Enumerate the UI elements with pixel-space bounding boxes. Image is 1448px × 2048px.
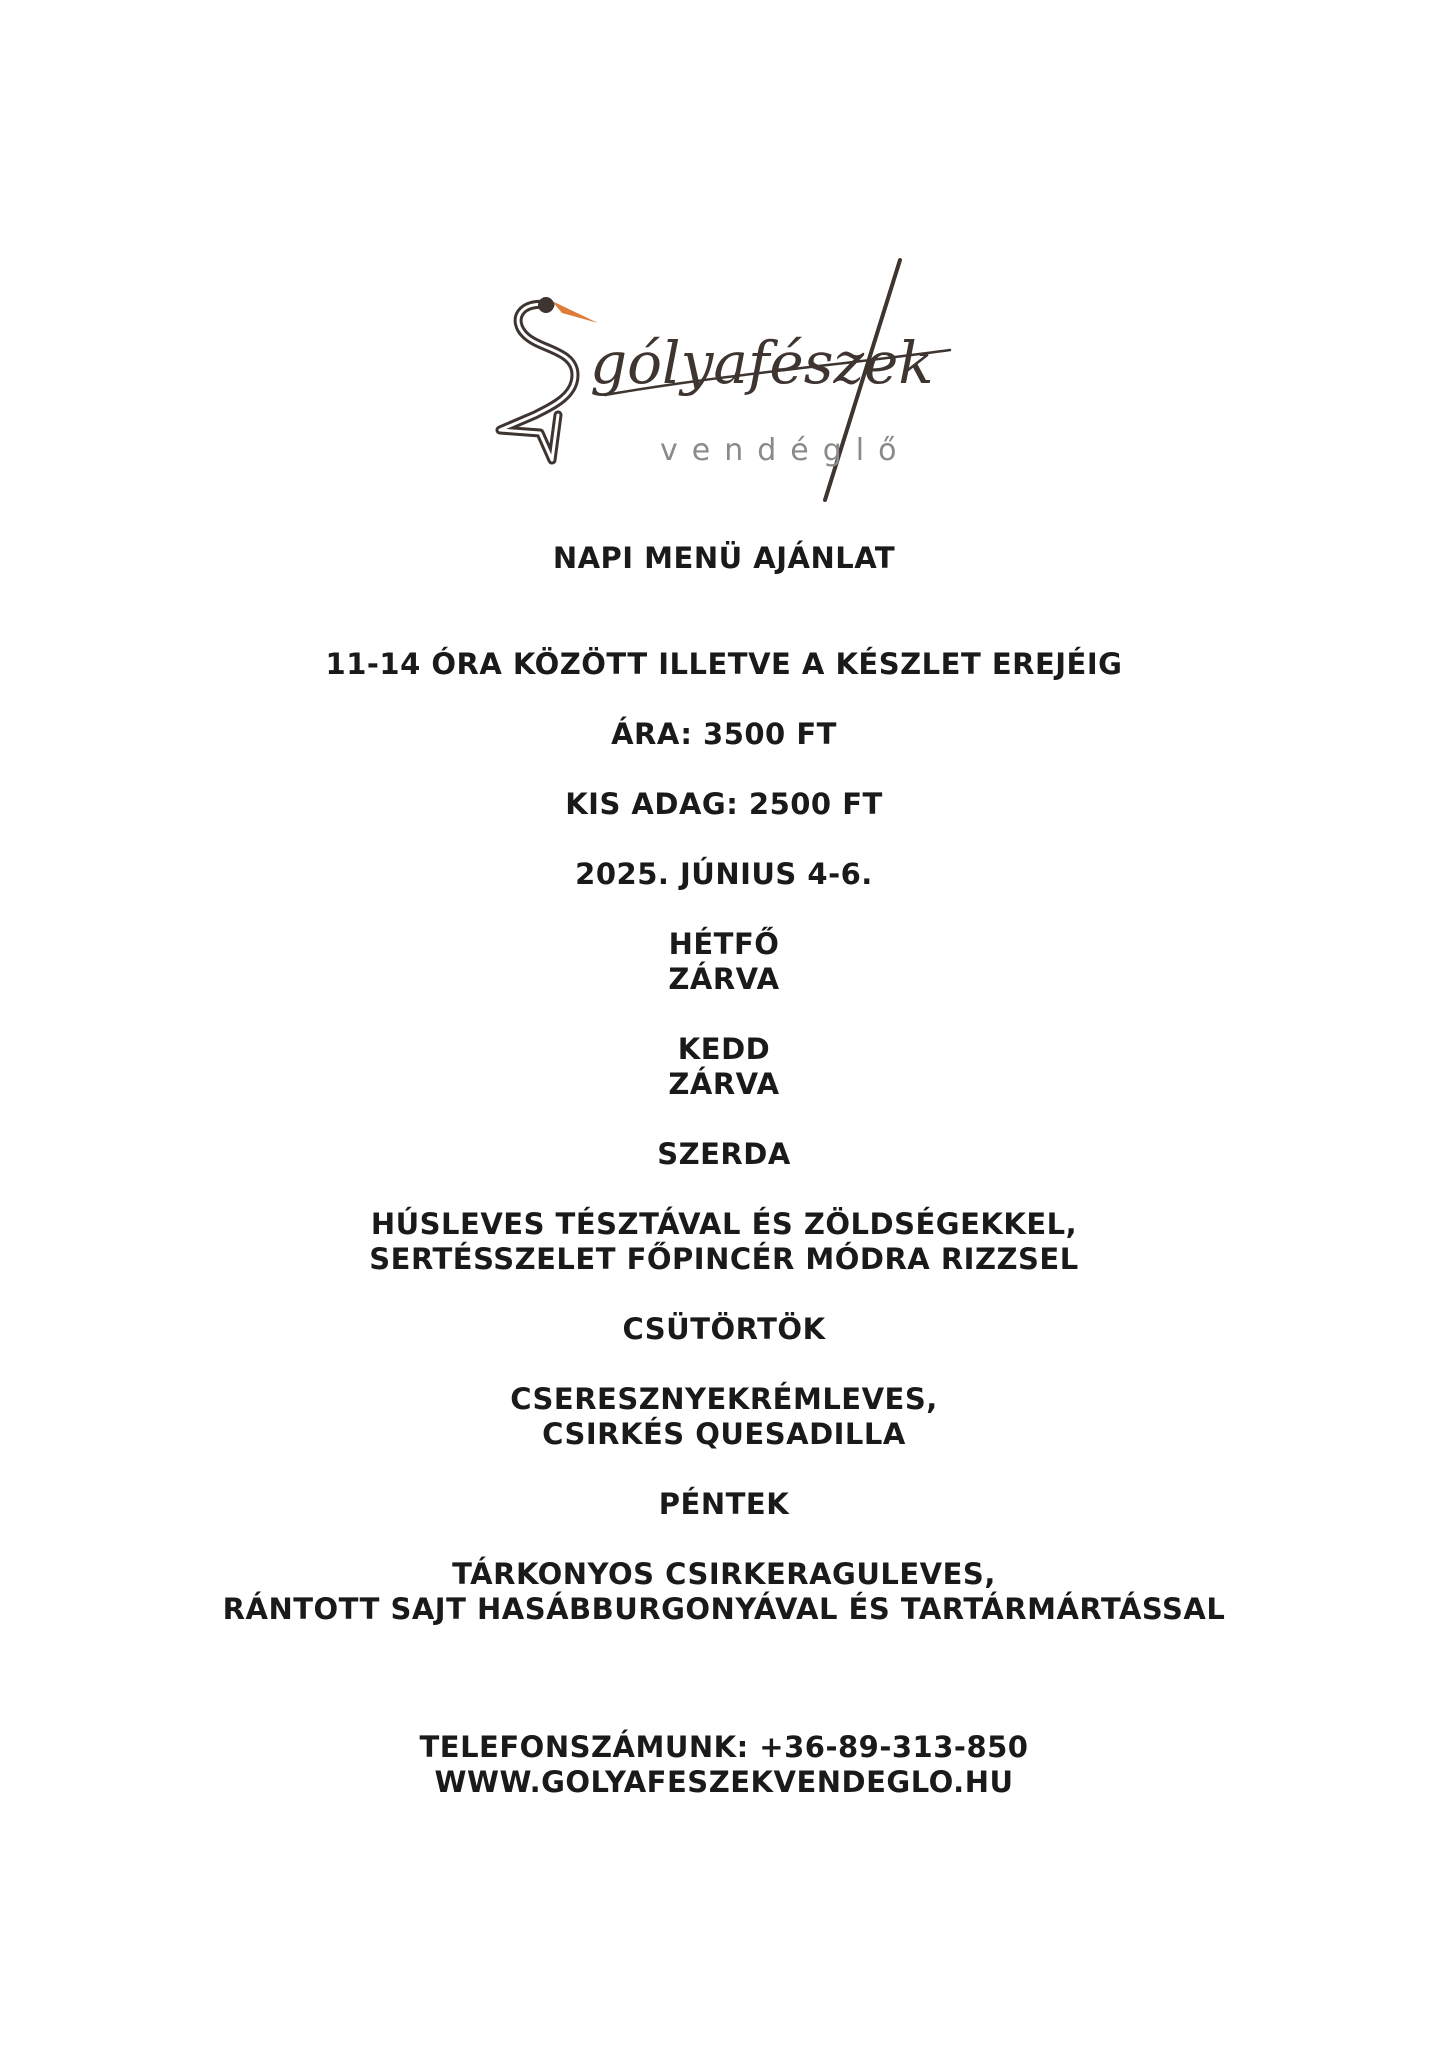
day-friday-dish-2: RÁNTOTT SAJT HASÁBBURGONYÁVAL ÉS TARTÁRMÁRTÁSSAL bbox=[222, 1592, 1226, 1626]
day-thursday-dish-2: CSIRKÉS QUESADILLA bbox=[542, 1417, 906, 1451]
day-friday-dish-1: TÁRKONYOS CSIRKERAGULEVES, bbox=[452, 1557, 996, 1591]
day-tuesday: KEDD bbox=[677, 1032, 771, 1066]
day-monday-dish: ZÁRVA bbox=[668, 962, 780, 996]
day-wednesday-dish-2: SERTÉSSZELET FŐPINCÉR MÓDRA RIZZSEL bbox=[369, 1242, 1079, 1276]
day-wednesday: SZERDA bbox=[657, 1137, 791, 1171]
day-thursday: CSÜTÖRTÖK bbox=[622, 1312, 826, 1346]
day-wednesday-dish-1: HÚSLEVES TÉSZTÁVAL ÉS ZÖLDSÉGEKKEL, bbox=[370, 1207, 1078, 1241]
contact-website: WWW.GOLYAFESZEKVENDEGLO.HU bbox=[434, 1765, 1014, 1799]
menu-dates: 2025. JÚNIUS 4-6. bbox=[575, 857, 873, 891]
contact-phone: TELEFONSZÁMUNK: +36-89-313-850 bbox=[419, 1730, 1029, 1764]
brand-subtitle: vendéglő bbox=[660, 433, 911, 468]
menu-hours: 11-14 ÓRA KÖZÖTT ILLETVE A KÉSZLET EREJÉIG bbox=[325, 647, 1123, 681]
restaurant-logo bbox=[480, 255, 1000, 505]
stork-icon bbox=[480, 255, 1000, 505]
day-monday: HÉTFŐ bbox=[668, 927, 780, 961]
brand-name: gólyafészek bbox=[590, 329, 934, 397]
day-friday: PÉNTEK bbox=[658, 1487, 790, 1521]
day-thursday-dish-1: CSERESZNYEKRÉMLEVES, bbox=[510, 1382, 938, 1416]
day-tuesday-dish: ZÁRVA bbox=[668, 1067, 780, 1101]
menu-title: NAPI MENÜ AJÁNLAT bbox=[552, 541, 896, 575]
menu-price: ÁRA: 3500 FT bbox=[611, 717, 837, 751]
menu-small-portion: KIS ADAG: 2500 FT bbox=[565, 787, 883, 821]
